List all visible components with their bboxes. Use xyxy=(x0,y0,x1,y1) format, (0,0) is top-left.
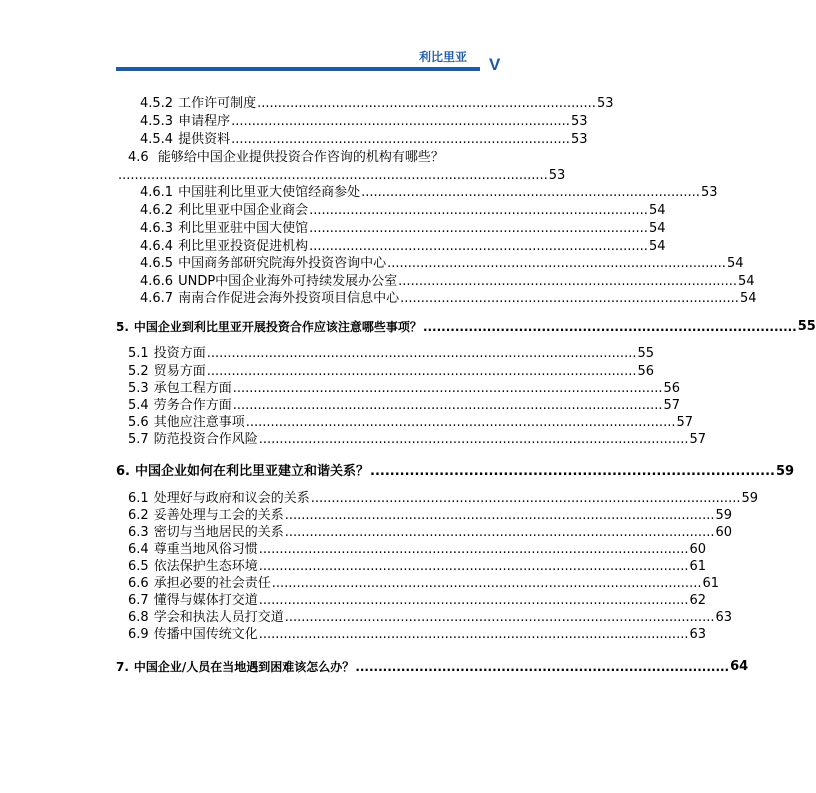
toc-title: 贸易方面 xyxy=(153,364,206,379)
toc-entry[interactable] xyxy=(128,490,759,508)
toc-leader: ........................................................................................................ xyxy=(206,346,637,361)
toc-leader: .................................................................................. xyxy=(231,114,570,129)
toc-title: 提供资料 xyxy=(178,132,231,147)
toc-page: 54 xyxy=(738,274,755,289)
toc-entry-continuation[interactable] xyxy=(118,167,566,185)
toc-title: 尊重当地风俗习惯 xyxy=(153,542,258,557)
toc-number: 4.6.4 xyxy=(140,239,174,254)
toc-page: 60 xyxy=(689,542,707,557)
toc-title: 中国企业如何在利比里亚建立和谐关系？ xyxy=(134,464,369,479)
toc-leader: .................................................................................. xyxy=(355,660,730,674)
toc-entry[interactable] xyxy=(128,609,733,627)
toc-entry[interactable] xyxy=(140,273,755,291)
toc-page: 53 xyxy=(700,185,718,200)
toc-page: 64 xyxy=(730,659,749,674)
toc-entry[interactable] xyxy=(128,345,655,363)
toc-title: 密切与当地居民的关系 xyxy=(153,525,284,540)
toc-leader: .................................................................................. xyxy=(398,274,738,289)
toc-leader: .................................................................................. xyxy=(400,291,739,306)
running-header-title: 利比里亚 xyxy=(418,50,467,64)
toc-leader: ........................................................................................................ xyxy=(206,364,637,379)
toc-title: 利比里亚投资促进机构 xyxy=(178,239,309,254)
toc-leader: .................................................................................. xyxy=(309,239,648,254)
toc-title: 处理好与政府和议会的关系 xyxy=(153,491,310,506)
header-rule xyxy=(116,67,480,71)
toc-entry[interactable] xyxy=(128,626,707,644)
toc-leader: ........................................................................................................ xyxy=(258,627,689,642)
toc-number: 5.4 xyxy=(128,398,149,413)
toc-number: 6.9 xyxy=(128,627,149,642)
toc-number: 4.6.1 xyxy=(140,185,174,200)
toc-leader: ........................................................................................................ xyxy=(284,525,715,540)
toc-entry[interactable] xyxy=(128,380,681,398)
toc-entry[interactable] xyxy=(140,220,666,238)
toc-page: 59 xyxy=(775,464,795,479)
toc-page: 62 xyxy=(689,593,707,608)
toc-title: 劳务合作方面 xyxy=(153,398,232,413)
toc-number: 5.3 xyxy=(128,381,149,396)
toc-leader: .................................................................................. xyxy=(231,132,570,147)
toc-title: 能够给中国企业提供投资合作咨询的机构有哪些？ xyxy=(157,150,444,165)
toc-entry[interactable] xyxy=(128,431,707,449)
toc-leader: ........................................................................................................ xyxy=(284,610,715,625)
toc-title: 传播中国传统文化 xyxy=(153,627,258,642)
toc-page: 55 xyxy=(797,319,816,334)
toc-number: 4.6.6 xyxy=(140,274,174,289)
toc-page: 54 xyxy=(726,256,744,271)
toc-leader: ........................................................................................................ xyxy=(284,508,715,523)
toc-number: 5.1 xyxy=(128,346,149,361)
toc-number: 6.2 xyxy=(128,508,149,523)
toc-title: 中国驻利比里亚大使馆经商参处 xyxy=(178,185,361,200)
toc-entry[interactable] xyxy=(128,524,733,542)
toc-title: 申请程序 xyxy=(178,114,231,129)
toc-entry[interactable] xyxy=(128,592,707,610)
toc-entry[interactable] xyxy=(128,507,733,525)
toc-page: 54 xyxy=(648,203,666,218)
toc-number: 6.3 xyxy=(128,525,149,540)
toc-number: 5.2 xyxy=(128,364,149,379)
toc-entry[interactable] xyxy=(140,113,588,131)
toc-title: 承担必要的社会责任 xyxy=(153,576,271,591)
toc-title: 其他应注意事项 xyxy=(153,415,245,430)
toc-page: 54 xyxy=(648,239,666,254)
toc-entry[interactable] xyxy=(128,363,655,381)
toc-page: 54 xyxy=(739,291,757,306)
toc-leader: .................................................................................. xyxy=(309,221,648,236)
toc-title: 工作许可制度 xyxy=(178,96,257,111)
toc-chapter[interactable] xyxy=(116,658,749,676)
toc-number: 6.1 xyxy=(128,491,149,506)
toc-page: 59 xyxy=(715,508,733,523)
toc-chapter[interactable] xyxy=(116,318,816,336)
toc-number: 4.6 xyxy=(128,150,149,165)
toc-entry[interactable] xyxy=(140,202,666,220)
toc-number: 6.8 xyxy=(128,610,149,625)
toc-page: 61 xyxy=(702,576,720,591)
toc-page: 63 xyxy=(715,610,733,625)
toc-page: 57 xyxy=(689,432,707,447)
toc-title: 投资方面 xyxy=(153,346,206,361)
toc-entry[interactable] xyxy=(140,238,666,256)
toc-page: 56 xyxy=(663,381,681,396)
toc-title: 利比里亚驻中国大使馆 xyxy=(178,221,309,236)
toc-title: 中国企业/人员在当地遇到困难该怎么办？ xyxy=(133,660,355,674)
toc-number: 4.5.2 xyxy=(140,96,174,111)
toc-leader: .................................................................................. xyxy=(422,320,797,334)
toc-title: 中国商务部研究院海外投资咨询中心 xyxy=(178,256,387,271)
toc-title: 懂得与媒体打交道 xyxy=(153,593,258,608)
toc-leader: ........................................................................................................ xyxy=(258,559,689,574)
toc-leader: .................................................................................. xyxy=(387,256,726,271)
toc-number: 6.4 xyxy=(128,542,149,557)
toc-title: 妥善处理与工会的关系 xyxy=(153,508,284,523)
toc-leader: .................................................................................. xyxy=(361,185,700,200)
toc-number: 4.5.4 xyxy=(140,132,174,147)
toc-leader: ........................................................................................................ xyxy=(258,432,689,447)
toc-title: 学会和执法人员打交道 xyxy=(153,610,284,625)
toc-page: 53 xyxy=(570,114,588,129)
toc-page: 59 xyxy=(741,491,759,506)
toc-number: 4.6.3 xyxy=(140,221,174,236)
toc-entry[interactable] xyxy=(140,184,718,202)
toc-entry[interactable] xyxy=(128,414,694,432)
toc-entry[interactable] xyxy=(128,397,681,415)
toc-number: 5.7 xyxy=(128,432,149,447)
toc-page: 53 xyxy=(596,96,614,111)
toc-title: 防范投资合作风险 xyxy=(153,432,258,447)
toc-leader: ........................................................................................................ xyxy=(232,398,663,413)
toc-page: 61 xyxy=(689,559,707,574)
toc-leader: ........................................................................................................ xyxy=(258,542,689,557)
toc-page: 60 xyxy=(715,525,733,540)
toc-title: 利比里亚中国企业商会 xyxy=(178,203,309,218)
toc-page: 56 xyxy=(637,364,655,379)
toc-entry[interactable] xyxy=(140,290,757,308)
toc-entry[interactable] xyxy=(140,131,588,149)
toc-title: 承包工程方面 xyxy=(153,381,232,396)
toc-page: 57 xyxy=(663,398,681,413)
toc-leader: ........................................................................................................ xyxy=(271,576,702,591)
toc-page: 53 xyxy=(570,132,588,147)
toc-number: 4.5.3 xyxy=(140,114,174,129)
toc-leader: ........................................................................................................ xyxy=(232,381,663,396)
toc-page: 63 xyxy=(689,627,707,642)
toc-number: 6.5 xyxy=(128,559,149,574)
toc-entry[interactable] xyxy=(140,255,744,273)
toc-page: 55 xyxy=(637,346,655,361)
toc-number: 7. xyxy=(116,660,129,674)
toc-entry[interactable] xyxy=(128,541,707,559)
toc-leader: .................................................................................. xyxy=(370,464,775,479)
toc-page: 57 xyxy=(676,415,694,430)
toc-chapter[interactable] xyxy=(116,463,795,481)
toc-number: 5.6 xyxy=(128,415,149,430)
page-number: V xyxy=(489,55,501,74)
toc-leader: .................................................................................. xyxy=(257,96,596,111)
toc-title: 依法保护生态环境 xyxy=(153,559,258,574)
toc-number: 6.6 xyxy=(128,576,149,591)
toc-leader: .................................................................................. xyxy=(309,203,648,218)
toc-number: 6. xyxy=(116,464,130,479)
toc-number: 4.6.7 xyxy=(140,291,174,306)
toc-title: UNDP中国企业海外可持续发展办公室 xyxy=(178,274,398,289)
toc-page: 54 xyxy=(648,221,666,236)
toc-entry-heading[interactable] xyxy=(128,149,444,167)
toc-leader: ........................................................................................................ xyxy=(310,491,741,506)
toc-number: 4.6.2 xyxy=(140,203,174,218)
toc-entry[interactable] xyxy=(140,95,614,113)
toc-leader: ........................................................................................................ xyxy=(245,415,676,430)
toc-number: 5. xyxy=(116,320,129,334)
toc-entry[interactable] xyxy=(128,558,707,576)
toc-leader: ........................................................................................................ xyxy=(118,168,548,183)
toc-entry[interactable] xyxy=(128,575,720,593)
toc-title: 中国企业到利比里亚开展投资合作应该注意哪些事项？ xyxy=(133,320,422,334)
toc-title: 南南合作促进会海外投资项目信息中心 xyxy=(178,291,400,306)
toc-page: 53 xyxy=(548,168,566,183)
toc-leader: ........................................................................................................ xyxy=(258,593,689,608)
toc-number: 6.7 xyxy=(128,593,149,608)
toc-number: 4.6.5 xyxy=(140,256,174,271)
